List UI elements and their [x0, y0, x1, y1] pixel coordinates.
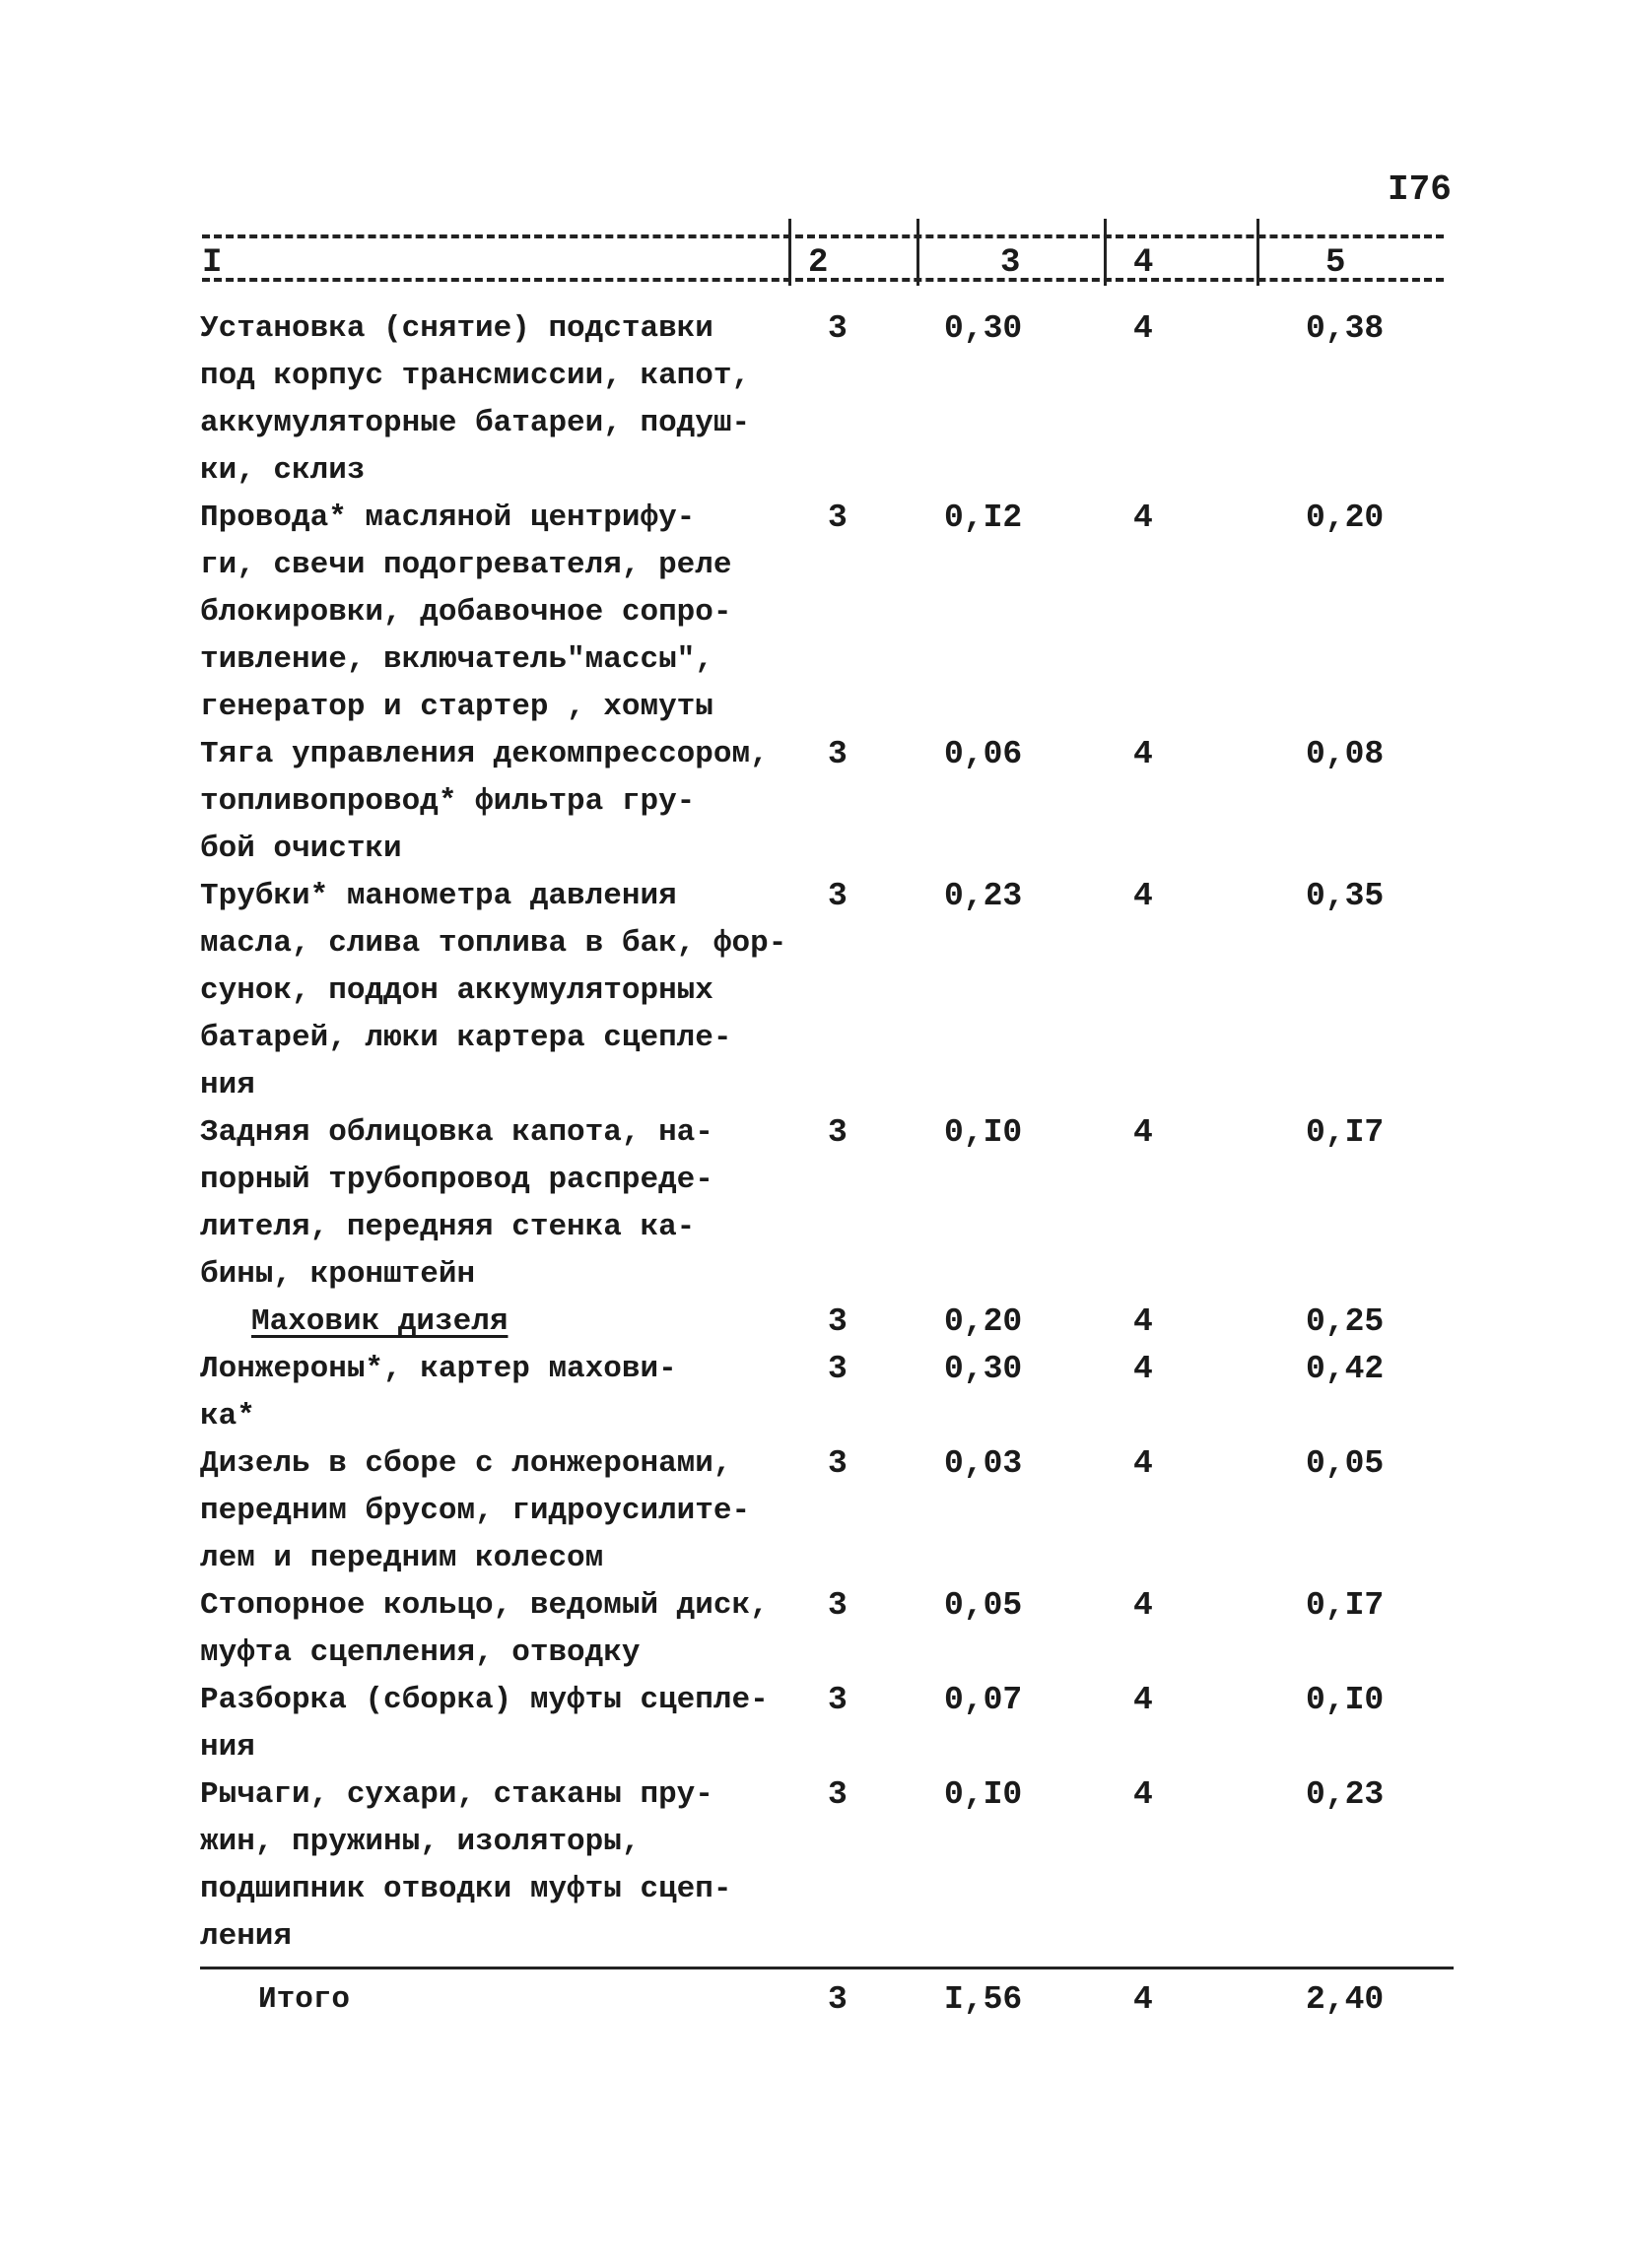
total-label: Итого	[258, 1982, 351, 2017]
table-row	[0, 1771, 1629, 1961]
row-c4-cell: 4	[1133, 500, 1153, 536]
table-row	[0, 1677, 1629, 1771]
row-description-cell: Разборка (сборка) муфты сцепле- ния	[200, 1683, 769, 1765]
row-description-cell: Трубки* манометра давления масла, слива топлива в бак, фор- сунок, поддон аккумуляторных батарей, люки картера сцепле- ния	[200, 879, 787, 1102]
page-number: I76	[1388, 169, 1452, 210]
row-c4-cell: 4	[1133, 1303, 1153, 1340]
row-c4-cell: 4	[1133, 1776, 1153, 1813]
row-c2-cell: 3	[828, 500, 848, 536]
row-c5-cell: 0,I0	[1306, 1682, 1385, 1718]
table-row	[0, 1346, 1629, 1440]
row-c4-cell: 4	[1133, 878, 1153, 914]
table-body	[0, 305, 1629, 1961]
row-c5-cell: 0,20	[1306, 500, 1385, 536]
row-c2-cell: 3	[828, 310, 848, 347]
header-separator	[916, 219, 919, 286]
row-c5-cell: 0,05	[1306, 1445, 1385, 1482]
row-description-cell: Тяга управления декомпрессором, топливопровод* фильтра гру- бой очистки	[200, 737, 769, 866]
table-row	[0, 1299, 1629, 1346]
header-separator	[788, 219, 791, 286]
row-description-cell: Задняя облицовка капота, на- порный трубопровод распреде- лителя, передняя стенка ка- бины, кронштейн	[200, 1115, 713, 1292]
row-description-cell: Установка (снятие) подставки под корпус трансмиссии, капот, аккумуляторные батареи, подуш- ки, склиз	[200, 311, 751, 488]
row-c3-cell: 0,23	[944, 878, 1023, 914]
row-c3-cell: 0,06	[944, 736, 1023, 772]
row-c5-cell: 0,I7	[1306, 1587, 1385, 1624]
row-c3-cell: 0,05	[944, 1587, 1023, 1624]
table-row	[0, 873, 1629, 1109]
row-c3-cell: 0,03	[944, 1445, 1023, 1482]
row-c2-cell: 3	[828, 1682, 848, 1718]
table-row	[0, 495, 1629, 731]
row-c5-cell: 0,I7	[1306, 1114, 1385, 1151]
row-c2-cell: 3	[828, 1445, 848, 1482]
total-col2: 3	[828, 1981, 848, 2018]
total-col3: I,56	[944, 1981, 1023, 2018]
table-row	[0, 1582, 1629, 1677]
row-c2-cell: 3	[828, 736, 848, 772]
total-rule	[200, 1967, 1454, 1969]
row-c3-cell: 0,20	[944, 1303, 1023, 1340]
row-c4-cell: 4	[1133, 1587, 1153, 1624]
header-bottom-dash	[202, 278, 1444, 282]
row-c4-cell: 4	[1133, 1445, 1153, 1482]
header-col4: 4	[1133, 244, 1154, 282]
table-row	[0, 305, 1629, 495]
row-c2-cell: 3	[828, 1351, 848, 1387]
row-c2-cell: 3	[828, 1587, 848, 1624]
total-col4: 4	[1133, 1981, 1153, 2018]
table-row	[0, 731, 1629, 873]
header-col1: I	[202, 244, 223, 282]
row-c3-cell: 0,30	[944, 310, 1023, 347]
table-row	[0, 1109, 1629, 1299]
row-c4-cell: 4	[1133, 1351, 1153, 1387]
row-c5-cell: 0,08	[1306, 736, 1385, 772]
row-c5-cell: 0,42	[1306, 1351, 1385, 1387]
row-c4-cell: 4	[1133, 736, 1153, 772]
header-col2: 2	[808, 244, 829, 282]
row-c2-cell: 3	[828, 878, 848, 914]
row-c4-cell: 4	[1133, 1114, 1153, 1151]
row-c5-cell: 0,25	[1306, 1303, 1385, 1340]
row-c3-cell: 0,I2	[944, 500, 1023, 536]
row-c2-cell: 3	[828, 1303, 848, 1340]
row-c3-cell: 0,30	[944, 1351, 1023, 1387]
row-c5-cell: 0,23	[1306, 1776, 1385, 1813]
row-c5-cell: 0,35	[1306, 878, 1385, 914]
total-col5: 2,40	[1306, 1981, 1385, 2018]
row-description-cell: Дизель в сборе с лонжеронами, передним брусом, гидроусилите- лем и передним колесом	[200, 1446, 751, 1575]
row-description-cell: Рычаги, сухари, стаканы пру- жин, пружины, изоляторы, подшипник отводки муфты сцеп- ления	[200, 1777, 732, 1954]
header-separator	[1256, 219, 1259, 286]
row-c3-cell: 0,07	[944, 1682, 1023, 1718]
row-description: Маховик дизеля	[251, 1304, 509, 1339]
table-row	[0, 1440, 1629, 1582]
header-separator	[1104, 219, 1107, 286]
header-col5: 5	[1325, 244, 1346, 282]
row-description-cell: Стопорное кольцо, ведомый диск, муфта сцепления, отводку	[200, 1588, 769, 1670]
row-c2-cell: 3	[828, 1776, 848, 1813]
row-c4-cell: 4	[1133, 310, 1153, 347]
row-description-cell	[200, 1299, 862, 1346]
row-c4-cell: 4	[1133, 1682, 1153, 1718]
row-c5-cell: 0,38	[1306, 310, 1385, 347]
row-c2-cell: 3	[828, 1114, 848, 1151]
row-description-cell: Лонжероны*, картер махови- ка*	[200, 1352, 677, 1434]
row-description-cell: Провода* масляной центрифу- ги, свечи подогревателя, реле блокировки, добавочное сопро- тивление, включатель"массы", генератор и стартер , хомуты	[200, 500, 732, 724]
row-c3-cell: 0,I0	[944, 1114, 1023, 1151]
row-c3-cell: 0,I0	[944, 1776, 1023, 1813]
header-col3: 3	[1000, 244, 1021, 282]
